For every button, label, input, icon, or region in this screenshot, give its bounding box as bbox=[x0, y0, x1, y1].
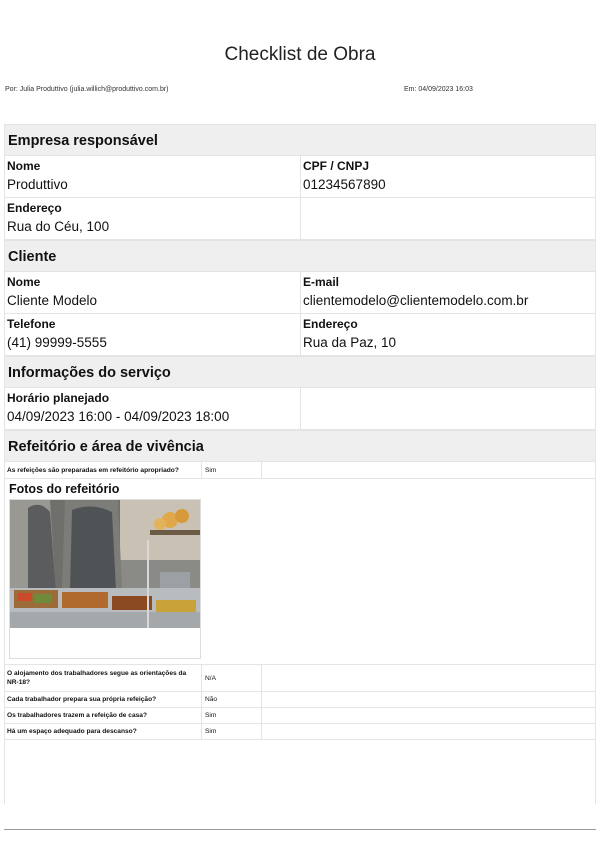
question-notes bbox=[261, 692, 595, 707]
section-servico-heading: Informações do serviço bbox=[4, 356, 596, 388]
field-value: Rua do Céu, 100 bbox=[7, 219, 110, 234]
empresa-cpf-cell bbox=[300, 156, 595, 197]
question-text: Cada trabalhador prepara sua própria refeição? bbox=[7, 696, 157, 703]
question-notes bbox=[261, 708, 595, 723]
cliente-telefone-cell bbox=[5, 314, 300, 355]
field-label: Telefone bbox=[7, 317, 56, 331]
question-text: As refeições são preparadas em refeitório apropriado? bbox=[7, 466, 179, 474]
checklist-document bbox=[4, 124, 596, 804]
section-refeitorio-heading: Refeitório e área de vivência bbox=[4, 430, 596, 462]
field-label: Nome bbox=[7, 275, 41, 289]
empresa-row-2 bbox=[4, 198, 596, 240]
photos-block bbox=[4, 479, 596, 665]
field-label: Horário planejado bbox=[7, 391, 110, 405]
question-answer: N/A bbox=[201, 665, 261, 691]
field-value: (41) 99999-5555 bbox=[7, 335, 107, 350]
question-answer: Sim bbox=[201, 724, 261, 739]
question-notes bbox=[261, 665, 595, 691]
photo-frame bbox=[9, 499, 201, 659]
document-title: Checklist de Obra bbox=[224, 44, 376, 65]
empty-cell bbox=[300, 388, 595, 429]
question-row bbox=[4, 462, 596, 479]
field-label: CPF / CNPJ bbox=[303, 159, 370, 173]
question-row bbox=[4, 708, 596, 724]
cliente-row-2 bbox=[4, 314, 596, 356]
question-row bbox=[4, 724, 596, 740]
question-text: Há um espaço adequado para descanso? bbox=[7, 728, 137, 735]
field-label: E-mail bbox=[303, 275, 340, 289]
footer-divider bbox=[4, 829, 596, 830]
question-row bbox=[4, 692, 596, 708]
empresa-endereco-cell bbox=[5, 198, 300, 239]
empty-cell bbox=[300, 198, 595, 239]
question-answer: Sim bbox=[201, 462, 261, 478]
question-answer: Sim bbox=[201, 708, 261, 723]
cliente-email-cell bbox=[300, 272, 595, 313]
question-answer: Não bbox=[201, 692, 261, 707]
cafeteria-photo bbox=[10, 500, 200, 628]
field-label: Endereço bbox=[7, 201, 62, 215]
question-text: Os trabalhadores trazem a refeição de casa? bbox=[7, 712, 147, 719]
photos-label: Fotos do refeitório bbox=[9, 482, 120, 496]
field-value: clientemodelo@clientemodelo.com.br bbox=[303, 293, 529, 308]
date-info: Em: 04/09/2023 16:03 bbox=[404, 86, 473, 93]
question-row bbox=[4, 665, 596, 692]
cliente-endereco-cell bbox=[300, 314, 595, 355]
field-value: Rua da Paz, 10 bbox=[303, 335, 397, 350]
field-value: 01234567890 bbox=[303, 177, 386, 192]
empresa-nome-cell bbox=[5, 156, 300, 197]
question-text: O alojamento dos trabalhadores segue as orientações da NR-18? bbox=[7, 670, 187, 686]
blank-area bbox=[4, 740, 596, 804]
field-value: Cliente Modelo bbox=[7, 293, 98, 308]
section-cliente-heading: Cliente bbox=[4, 240, 596, 272]
question-notes bbox=[261, 724, 595, 739]
cliente-nome-cell bbox=[5, 272, 300, 313]
cliente-row-1 bbox=[4, 272, 596, 314]
author-info: Por: Julia Produttivo (julia.willich@produttivo.com.br) bbox=[5, 86, 169, 93]
field-value: 04/09/2023 16:00 - 04/09/2023 18:00 bbox=[7, 409, 230, 424]
field-value: Produttivo bbox=[7, 177, 68, 192]
field-label: Endereço bbox=[303, 317, 358, 331]
field-label: Nome bbox=[7, 159, 41, 173]
question-notes bbox=[261, 462, 595, 478]
servico-row bbox=[4, 388, 596, 430]
empresa-row-1 bbox=[4, 156, 596, 198]
servico-horario-cell bbox=[5, 388, 300, 429]
section-empresa-heading: Empresa responsável bbox=[4, 124, 596, 156]
